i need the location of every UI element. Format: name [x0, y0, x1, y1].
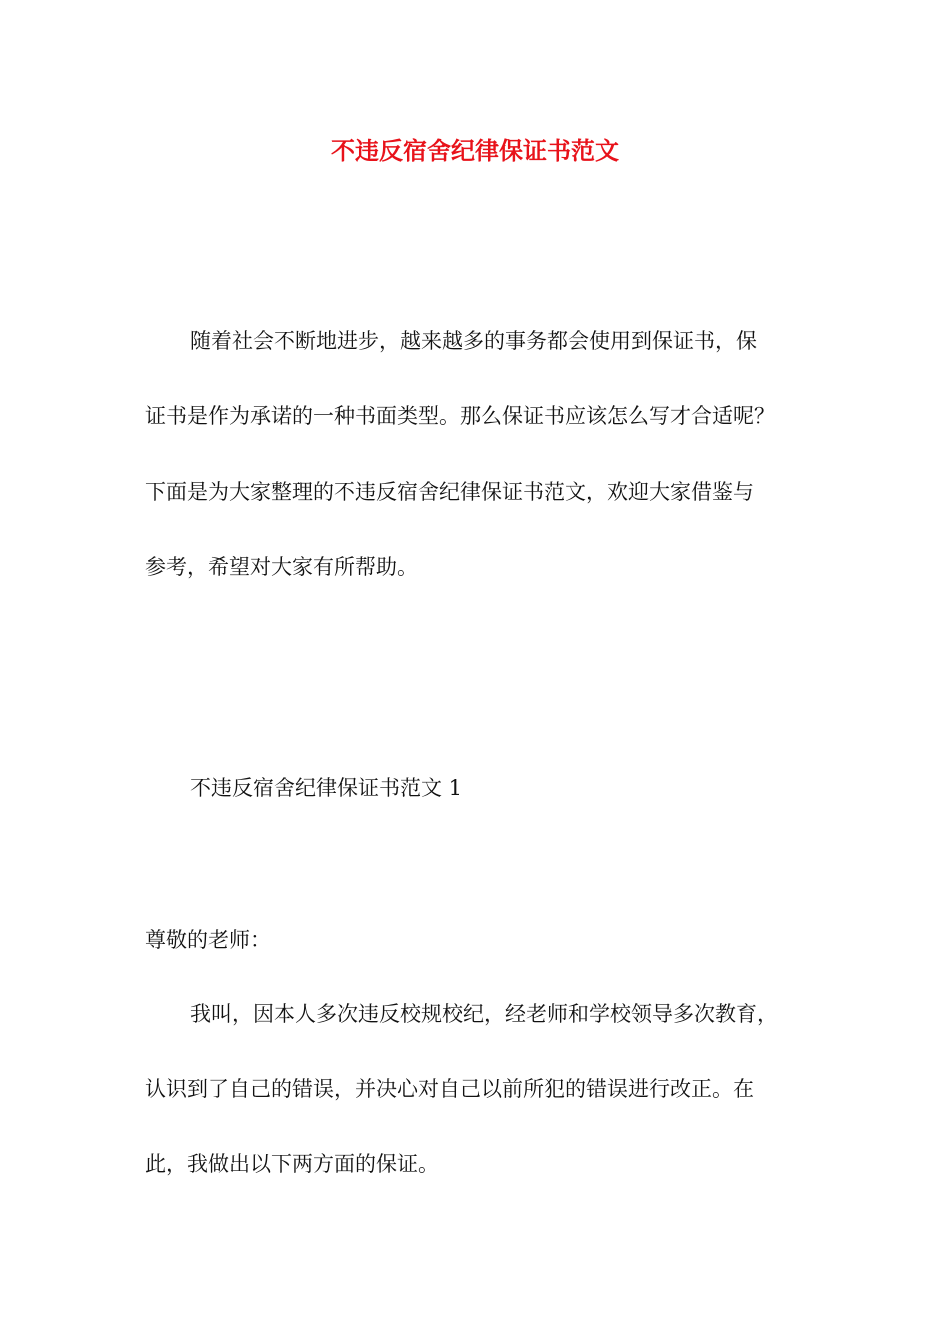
- intro-line-1: 随着社会不断地进步，越来越多的事务都会使用到保证书，保: [190, 329, 757, 353]
- body-line-1: 我叫，因本人多次违反校规校纪，经老师和学校领导多次教育，: [190, 1002, 778, 1026]
- intro-line-3: 下面是为大家整理的不违反宿舍纪律保证书范文，欢迎大家借鉴与: [145, 480, 754, 504]
- section-heading: 不违反宿舍纪律保证书范文 1: [190, 776, 463, 800]
- intro-line-2: 证书是作为承诺的一种书面类型。那么保证书应该怎么写才合适呢？: [145, 404, 775, 428]
- intro-line-4: 参考，希望对大家有所帮助。: [145, 555, 418, 579]
- salutation: 尊敬的老师：: [145, 928, 271, 952]
- body-line-2: 认识到了自己的错误，并决心对自己以前所犯的错误进行改正。在: [145, 1077, 754, 1101]
- body-line-3: 此，我做出以下两方面的保证。: [145, 1152, 439, 1176]
- document-title: 不违反宿舍纪律保证书范文: [331, 136, 619, 165]
